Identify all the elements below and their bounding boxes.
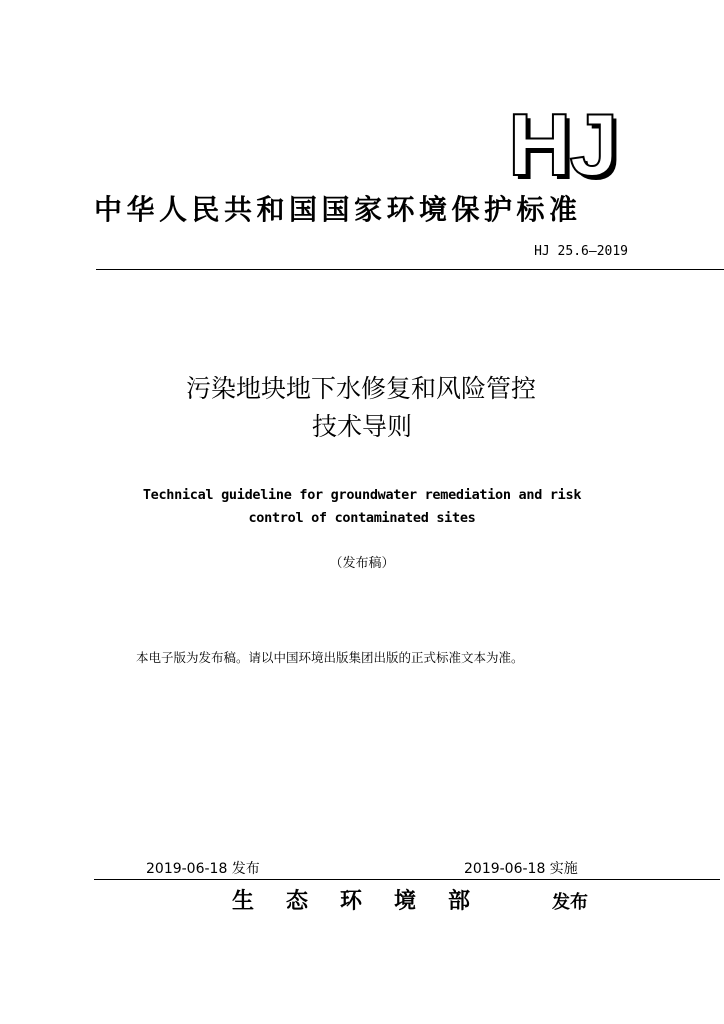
standard-number: HJ 25.6—2019 xyxy=(534,244,628,259)
chinese-title xyxy=(0,370,724,446)
english-title xyxy=(0,484,724,530)
chinese-title-line-1: 污染地块地下水修复和风险管控 xyxy=(185,374,536,403)
english-title-line-1: Technical guideline for groundwater remediation and risk xyxy=(142,487,582,503)
chinese-title-line-2: 技术导则 xyxy=(311,412,412,441)
english-title-line-2: control of contaminated sites xyxy=(248,510,476,526)
electronic-version-notice: 本电子版为发布稿。请以中国环境出版集团出版的正式标准文本为准。 xyxy=(136,650,524,665)
organization-title: 中华人民共和国国家环境保护标准 xyxy=(94,193,582,226)
issuing-ministry: 生态环境部 xyxy=(232,888,503,914)
implementation-date: 2019-06-18 实施 xyxy=(464,861,578,877)
release-date: 2019-06-18 发布 xyxy=(146,861,260,877)
footer-divider xyxy=(94,879,720,880)
draft-label: （发布稿） xyxy=(329,556,395,571)
issue-label: 发布 xyxy=(552,892,588,913)
header-divider xyxy=(96,269,724,270)
hj-logo: HJ xyxy=(508,108,617,182)
